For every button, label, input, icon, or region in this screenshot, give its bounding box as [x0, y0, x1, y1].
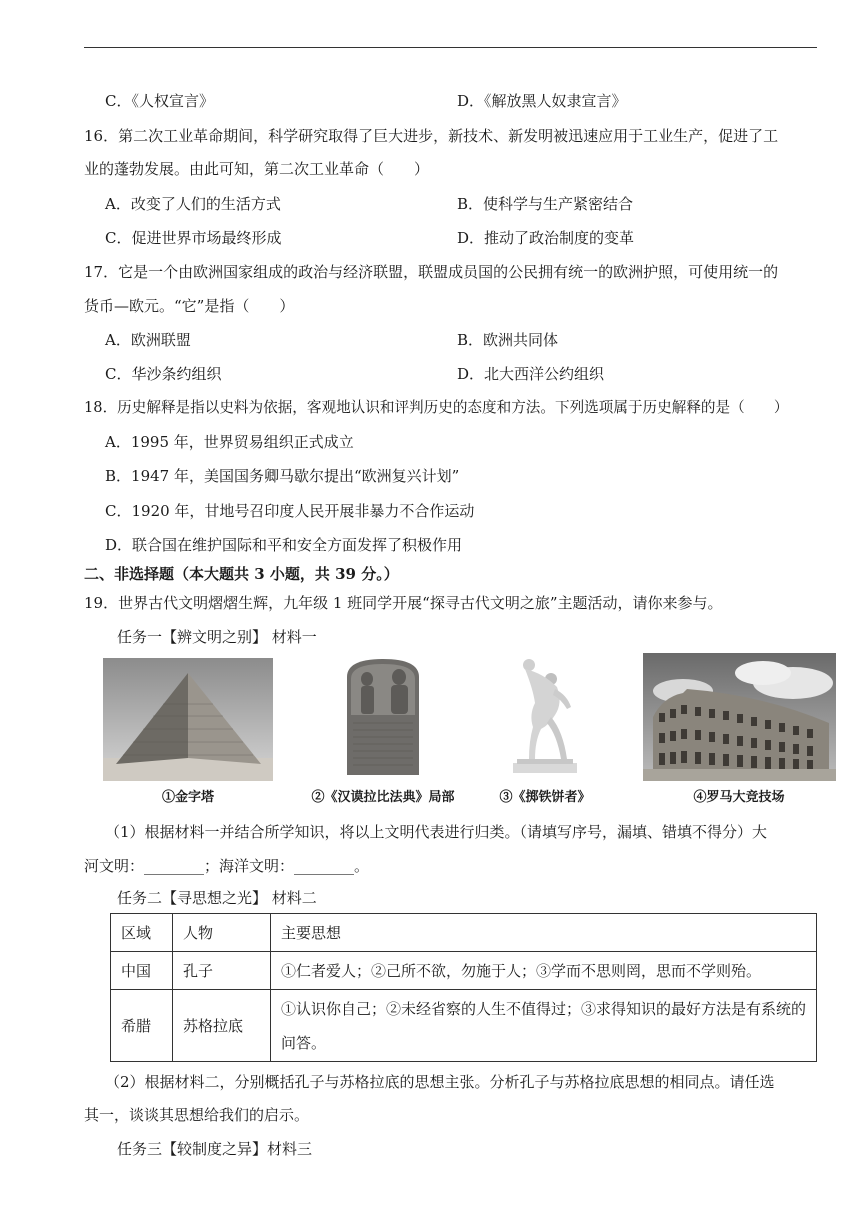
q19-task2-label: 任务二【寻思想之光】 材料二	[117, 889, 317, 907]
table-cell-person: 苏格拉底	[173, 990, 271, 1062]
table-header-row	[111, 914, 817, 952]
q16-option-a: A．改变了人们的生活方式	[105, 195, 281, 213]
table-cell-person: 孔子	[173, 952, 271, 990]
table-cell-thought: ①认识你自己；②未经省察的人生不值得过；③求得知识的最好方法是有系统的问答。	[271, 990, 817, 1062]
table-row	[111, 990, 817, 1062]
material2-table	[110, 913, 817, 1062]
q18-option-b: B．1947 年，美国国务卿马歇尔提出“欧洲复兴计划”	[105, 467, 460, 485]
q17-stem-line2: 货币—欧元。“它”是指（ ）	[84, 297, 295, 315]
caption-discobolus: ③《掷铁饼者》	[499, 790, 591, 805]
q18-option-c: C．1920 年，甘地号召印度人民开展非暴力不合作运动	[105, 502, 475, 520]
table-cell-region: 希腊	[111, 990, 173, 1062]
q15-option-c: C．《人权宣言》	[105, 92, 214, 110]
table-header-person: 人物	[173, 914, 271, 952]
q15-option-d: D．《解放黑人奴隶宣言》	[457, 92, 627, 110]
caption-pyramid: ①金字塔	[161, 790, 214, 805]
q17-option-d: D．北大西洋公约组织	[457, 365, 605, 383]
q16-stem-line1: 16．第二次工业革命期间，科学研究取得了巨大进步，新技术、新发明被迅速应用于工业生产，促进了工	[84, 127, 779, 145]
q17-option-b: B．欧洲共同体	[457, 331, 559, 349]
q16-option-b: B．使科学与生产紧密结合	[457, 195, 634, 213]
table-row	[111, 952, 817, 990]
q19-sub1-line2: 河文明：________；海洋文明：________。	[84, 857, 370, 875]
table-cell-region: 中国	[111, 952, 173, 990]
table-header-region: 区域	[111, 914, 173, 952]
q16-stem-line2: 业的蓬勃发展。由此可知，第二次工业革命（ ）	[84, 160, 430, 178]
q19-sub2-line1: （2）根据材料二，分别概括孔子与苏格拉底的思想主张。分析孔子与苏格拉底思想的相同点。请任选	[105, 1073, 775, 1091]
q16-option-c: C．促进世界市场最终形成	[105, 229, 282, 247]
table-cell-thought: ①仁者爱人；②己所不欲，勿施于人；③学而不思则罔，思而不学则殆。	[271, 952, 817, 990]
discobolus-image	[505, 655, 585, 780]
section2-heading: 二、非选择题（本大题共 3 小题，共 39 分。）	[84, 565, 399, 583]
q19-task1-label: 任务一【辨文明之别】 材料一	[117, 628, 317, 646]
table-header-thought: 主要思想	[271, 914, 817, 952]
pyramid-image	[103, 658, 273, 781]
q17-option-a: A．欧洲联盟	[105, 331, 191, 349]
q17-option-c: C．华沙条约组织	[105, 365, 222, 383]
q19-intro: 19．世界古代文明熠熠生辉，九年级 1 班同学开展“探寻古代文明之旅”主题活动，请你来参与。	[84, 594, 723, 612]
header-rule	[84, 47, 817, 48]
q18-option-d: D．联合国在维护国际和平和安全方面发挥了积极作用	[105, 536, 463, 554]
q18-stem: 18．历史解释是指以史料为依据，客观地认识和评判历史的态度和方法。下列选项属于历史解释的是（ ）	[84, 399, 789, 416]
q19-sub1-line1: （1）根据材料一并结合所学知识，将以上文明代表进行归类。（请填写序号，漏填、错填不得分）大	[105, 823, 768, 841]
colosseum-image	[643, 653, 836, 781]
caption-hammurabi: ②《汉谟拉比法典》局部	[311, 790, 455, 805]
caption-colosseum: ④罗马大竞技场	[693, 790, 785, 805]
q17-stem-line1: 17．它是一个由欧洲国家组成的政治与经济联盟，联盟成员国的公民拥有统一的欧洲护照，可使用统一的	[84, 263, 779, 281]
q19-task3-label: 任务三【较制度之异】材料三	[117, 1140, 313, 1158]
q16-option-d: D．推动了政治制度的变革	[457, 229, 635, 247]
q19-sub2-line2: 其一，谈谈其思想给我们的启示。	[84, 1106, 310, 1124]
q18-option-a: A．1995 年，世界贸易组织正式成立	[105, 433, 354, 451]
hammurabi-stele-image	[333, 655, 433, 780]
